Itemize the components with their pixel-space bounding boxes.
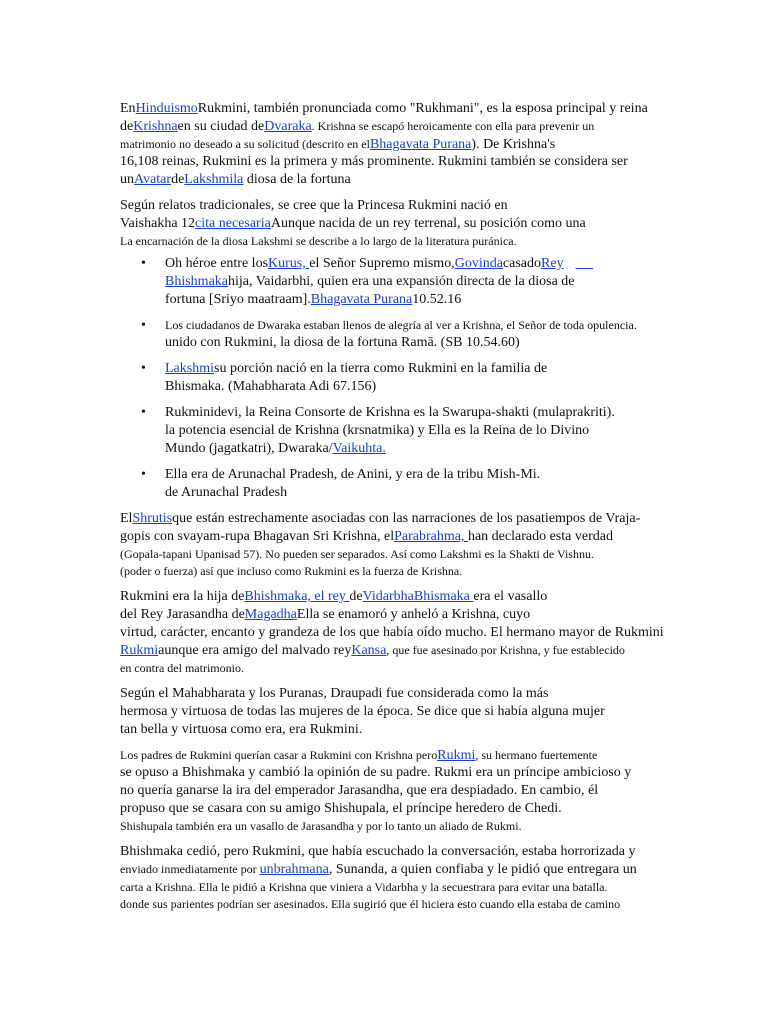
link-bhagavata-purana[interactable]: Bhagavata Purana xyxy=(310,292,413,307)
paragraph-draupadi: Según el Mahabharata y los Puranas, Draupadi fue considerada como la más hermosa y virtuosa de todas las mujeres de la época. Se dice que si había alguna mujer tan bella y virtuosa como era, era Rukmini. xyxy=(120,686,605,737)
link-hinduismo[interactable]: Hinduismo xyxy=(135,101,198,116)
link-rey[interactable]: Rey xyxy=(541,256,564,271)
list-item: • Los ciudadanos de Dwaraka estaban llenos de alegría al ver a Krishna, el Señor de toda opulencia. unido con Rukmini, la diosa de la fortuna Ramā. (SB 10.54.60) xyxy=(165,317,660,352)
link-shrutis[interactable]: Shrutis xyxy=(132,511,173,526)
link-avatar[interactable]: Avatar xyxy=(134,172,172,187)
paragraph-shrutis: ElShrutisque están estrechamente asociadas con las narraciones de los pasatiempos de Vraja- gopis con svayam-rupa Bhagavan Sri Krishna, elParabrahma, han declarado esta verdad (Gopala-tapani Upanisad 57). No pueden ser separados. Así como Lakshmi es la Shakti de Vishnu. (poder o fuerza) así que incluso como Rukmini es la fuerza de Krishna. xyxy=(120,511,641,578)
paragraph-birth: Según relatos tradicionales, se cree que la Princesa Rukmini nació en Vaishakha 12cita necesariaAunque nacida de un rey terrenal, su posición como una La encarnación de la diosa Lakshmi se describe a lo largo de la literatura puránica. xyxy=(120,198,586,248)
link-bhishmaka-rey[interactable]: Bhishmaka, el rey xyxy=(244,589,350,604)
paragraph-letter: Bhishmaka cedió, pero Rukmini, que había escuchado la conversación, estaba horrorizada y enviado inmediatamente por unbrahmana, Sunanda, a quien confiaba y le pidió que entregara un carta a Krishna. Ella le pidió a Krishna que viniera a Vidarbha y la secuestrara para evitar una batalla. donde sus parientes podrían ser asesinados. Ella sugirió que él hiciera esto cuando ella estaba de camino xyxy=(120,844,637,911)
link-la[interactable]: la xyxy=(233,172,244,187)
link-govinda[interactable]: Govinda xyxy=(454,256,503,271)
link-vidarbha[interactable]: Vidarbha xyxy=(362,589,414,604)
link-rukmi[interactable]: Rukmi xyxy=(437,748,476,763)
link-bhismaka[interactable]: Bhismaka xyxy=(413,589,474,604)
quote-list xyxy=(120,255,660,502)
list-item: • Ella era de Arunachal Pradesh, de Anini, y era de la tribu Mish-Mi. de Arunachal Pradesh xyxy=(165,466,660,502)
link-lakshmi[interactable]: Lakshmi xyxy=(184,172,234,187)
link-bhagavata-purana[interactable]: Bhagavata Purana xyxy=(369,137,472,152)
link-cita-necesaria[interactable]: cita necesaria xyxy=(195,216,271,231)
link-magadha[interactable]: Magadha xyxy=(244,607,297,622)
link-krishna[interactable]: Krishna xyxy=(133,119,178,134)
paragraph-intro: EnHinduismoRukmini, también pronunciada como "Rukhmani", es la esposa principal y reina deKrishnaen su ciudad deDvaraka. Krishna se escapó heroicamente con ella para prevenir un matrimonio no deseado a su solicitud (descrito en elBhagavata Purana). De Krishna's 16,108 reinas, Rukmini es la primera y más prominente. Rukmini también se considera ser unAvatardeLakshmila diosa de la fortuna xyxy=(120,101,648,187)
link-brahmana[interactable]: unbrahmana xyxy=(259,862,329,877)
paragraph-family: Rukmini era la hija deBhishmaka, el rey deVidarbhaBhismaka era el vasallo del Rey Jarasandha deMagadhaElla se enamoró y anheló a Krishna, cuyo virtud, carácter, encanto y grandeza de los que había oído mucho. El hermano mayor de Rukmini Rukmiaunque era amigo del malvado reyKansa, que fue asesinado por Krishna, y fue establecido en contra del matrimonio. xyxy=(120,589,664,675)
link-bhishmaka[interactable]: Bhishmaka xyxy=(165,274,228,289)
link-kansa[interactable]: Kansa xyxy=(351,643,387,658)
link-blank[interactable] xyxy=(576,256,594,271)
link-kurus[interactable]: Kurus, xyxy=(268,256,310,271)
link-lakshmi[interactable]: Lakshmi xyxy=(165,361,214,376)
link-rukmi[interactable]: Rukmi xyxy=(120,643,159,658)
link-dvaraka[interactable]: Dvaraka xyxy=(264,119,312,134)
list-item: • Rukminidevi, la Reina Consorte de Krishna es la Swarupa-shakti (mulaprakriti). la potencia esencial de Krishna (krsnatmika) y Ella es la Reina de lo Divino Mundo (jagatkatri), Dwaraka/Vaikuhta. xyxy=(165,404,660,458)
list-item: • Oh héroe entre losKurus, el Señor Supremo mismo,GovindacasadoRey Bhishmakahija, Vaidarbhi, quien era una expansión directa de la diosa de fortuna [Sriyo maatraam].Bhagavata Purana10.52.16 xyxy=(165,255,660,309)
link-vaikuhta[interactable]: Vaikuhta. xyxy=(332,441,386,456)
document-body xyxy=(120,100,664,918)
link-parabrahma[interactable]: Parabrahma, xyxy=(394,529,468,544)
list-item: • Lakshmisu porción nació en la tierra como Rukmini en la familia de Bhismaka. (Mahabharata Adi 67.156) xyxy=(165,360,660,396)
paragraph-parents: Los padres de Rukmini querían casar a Rukmini con Krishna peroRukmi, su hermano fuertemente se opuso a Bhishmaka y cambió la opinión de su padre. Rukmi era un príncipe ambicioso y no quería ganarse la ira del emperador Jarasandha, que era despiadado. En cambio, él propuso que se casara con su amigo Shishupala, el príncipe heredero de Chedi. Shishupala también era un vasallo de Jarasandha y por lo tanto un aliado de Rukmi. xyxy=(120,748,632,833)
